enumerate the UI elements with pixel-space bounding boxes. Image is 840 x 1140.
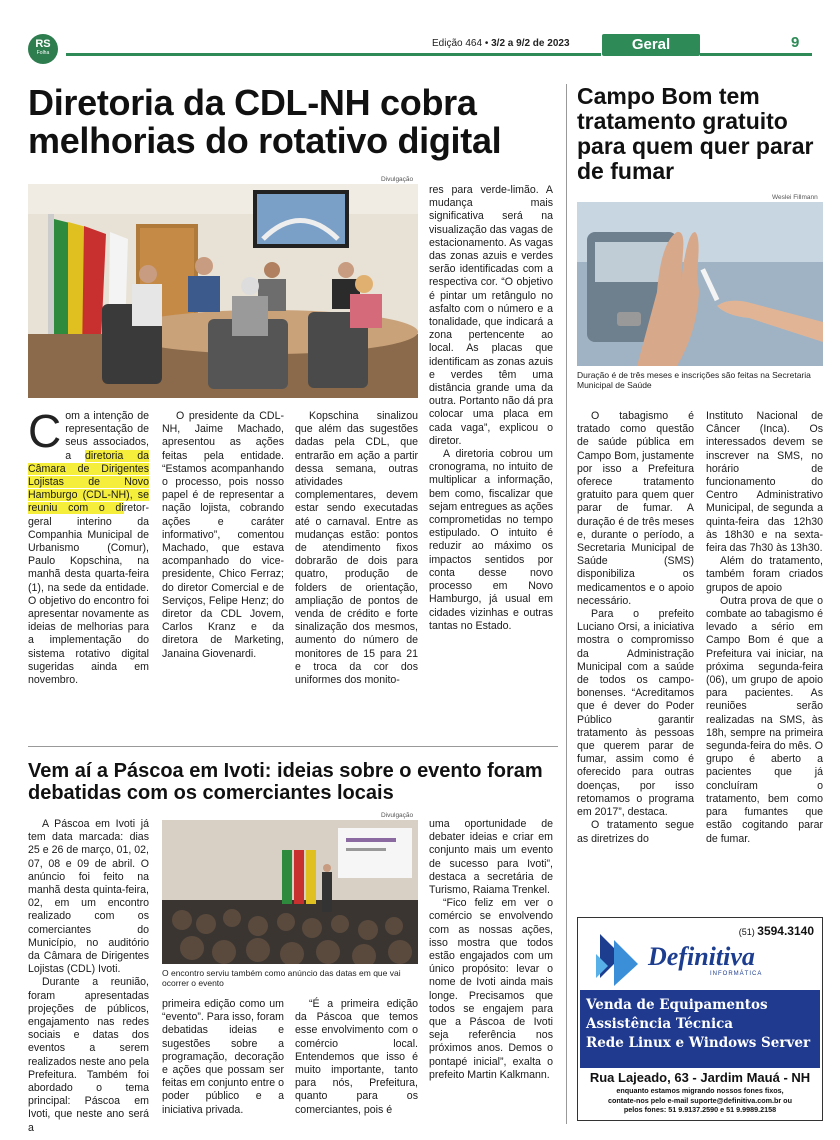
newspaper-logo: [28, 34, 58, 64]
ad-phone: [739, 924, 814, 938]
article3-column-3: [295, 998, 418, 1117]
article1-col3-paragraph: Kopschina sinalizou que além das sugestões dadas pela CDL, que entrarão em ação a partir dessa semana, outras atividades complementares, devem estar sendo executadas até o carnaval. Entre as mudanças estão: pontos de atendimento fixos dobrarão de dois para quatro, produção de folders de orientação, ampliação de pontos de venda de crédito e forte sinalização dos mesmos, aumento do número de monitores de 15 para 21 e troca da cor dos uniformes dos monito-: [295, 410, 418, 687]
article1-col2-paragraph: O presidente da CDL-NH, Jaime Machado, apresentou as ações feitas pela entidade. “Estamos acompanhando o processo, pois nosso papel é de representar a nação lojista, cobrando ações e caráter informativo”, comentou Machado, que estava acompanhado do vice-presidente, Chico Ferraz; do diretor Comercial e de Serviços, Felipe Henz; do diretor da CDL Jovem, Carlos Kranz e da diretora de Marketing, Janaina Giovenardi.: [162, 410, 284, 660]
article2-col2-paragraph-1: Instituto Nacional de Câncer (Inca). Os interessados devem se inscrever na SMS, no horário de funcionamento do Centro Administrativo Municipal, de segunda a quinta-feira das 12h30 às 18h30 e na sexta-feira das 7h30 às 13h30.: [706, 410, 823, 555]
article1-column-2: [162, 410, 284, 661]
article3-photo: [162, 820, 418, 964]
ad-note-2: contate-nos pelo e-mail suporte@definitiva.com.br ou: [608, 1095, 792, 1105]
column-divider: [566, 84, 567, 1124]
article1-col4-paragraph-2: A diretoria cobrou um cronograma, no intuito de multiplicar a informação, bem como, fiscalizar que sejam entregues as ações comprometidas no tempo estipulado. O intuito é reduzir ao máximo os impactos sentidos por conta desse novo processo em Novo Hamburgo, já usual em cidades vizinhas e outras tantas no Estado.: [429, 448, 553, 632]
article3-col1-paragraph-2: Durante a reunião, foram apresentadas projeções de públicos, engajamento nas redes sociais e datas dos eventos a serem realizados neste ano pela Prefeitura. Também foi abordado o tema principal: Páscoa em Ivoti, que neste ano será a: [28, 976, 149, 1134]
article2-caption: Duração é de três meses e inscrições são feitas na Secretaria Municipal de Saúde: [577, 370, 811, 390]
article3-photo-credit: Divulgação: [381, 812, 414, 819]
ad-service-1: Venda de Equipamentos: [586, 997, 768, 1013]
article1-dropcap: C: [28, 405, 62, 457]
article1-title: Diretoria da CDL-NH cobra melhorias do rotativo digital: [28, 82, 502, 161]
definitiva-logo-icon: [592, 930, 646, 988]
article1-col1-highlight: diretoria da Câmara de Dirigentes Lojistas de Novo Hamburgo (CDL-NH), se reuniu com o di: [28, 449, 149, 515]
auditorium-image: [162, 820, 418, 964]
article3-col4-paragraph-1: uma oportunidade de debater ideias e criar em conjunto mais um evento de sucesso para Ivoti”, destaca a secretária de Turismo, Raiama Trenkel.: [429, 818, 553, 897]
article1-column-4: [429, 184, 553, 633]
article3-col1-paragraph-1: A Páscoa em Ivoti já tem data marcada: dias 25 e 26 de março, 01, 02, 07, 08 e 09 de abril. O anúncio foi feito na manhã desta quinta-feira, 02, em um encontro realizado com os comerciantes do Município, no auditório da Câmara de Dirigentes Lojistas (CDL) Ivoti.: [28, 818, 149, 976]
ad-phone-prefix: (51): [738, 927, 758, 937]
article3-column-1: [28, 818, 149, 1135]
article3-col4-paragraph-2: “Fico feliz em ver o comércio se envolvendo com as nossas ações, isso mostra que todos estão engajados com um único propósito: levar o nome de Ivoti ainda mais longe. Precisamos que todos se engajem para que a Páscoa de Ivoti seja referência nos próximos anos. Demos o pontapé inicial”, exalta o prefeito Martin Kalkmann.: [429, 897, 553, 1081]
ad-brand: Definitiva: [648, 942, 755, 971]
stop-smoking-image: [577, 202, 823, 366]
article3-col2-paragraph: primeira edição como um “evento”. Para isso, foram debatidas ideias e sugestões sobre a programação, decoração e ações que possam ser feitas em conjunto entre o poder público e a iniciativa privada.: [162, 998, 284, 1116]
logo-text: RS: [35, 38, 51, 50]
article1-col1-text-b: retor-geral interino da Companhia Municipal de Urbanismo (Comur), Paulo Kopschina, na manhã desta quarta-feira (1), na sede da entidade. O objetivo do encontro foi apresentar novamente as ideias de melhorias para a implementação do sistema rotativo digital sugeridas ainda em novembro.: [28, 502, 149, 687]
article2-title: Campo Bom tem tratamento gratuito para quem quer parar de fumar: [577, 83, 814, 184]
article2-col1-paragraph-1: O tabagismo é tratado como questão de saúde pública em Campo Bom, justamente por isso a Prefeitura oferece tratamento gratuito para quem quer parar de fumar. A duração é de três meses e, durante o período, a Secretaria Municipal de Saúde (SMS) disponibiliza os medicamentos e o apoio necessário.: [577, 410, 694, 607]
article-divider: [28, 746, 558, 747]
article3-caption: O encontro serviu também como anúncio das datas em que vai ocorrer o evento: [162, 968, 401, 988]
edition-number: Edição 464 •: [432, 38, 492, 49]
ad-services-box: [580, 990, 820, 1068]
meeting-room-image: [28, 184, 418, 398]
article1-photo-credit: Divulgação: [381, 176, 414, 183]
article2-col2-paragraph-3: Outra prova de que o combate ao tabagismo é levado a sério em Campo Bom é que a Prefeitura vai iniciar, na próxima segunda-feira (06), um grupo de apoio para pacientes. As reuniões serão realizadas na SMS, às 18h, sempre na primeira segunda-feira do mês. O grupo é aberto a pacientes que já concluíram o tratamento, bem como para fumantes que estão cogitando parar de fumar.: [706, 594, 823, 845]
article3-column-4: [429, 818, 553, 1082]
article2-photo-credit: Weslei Fillmann: [772, 194, 818, 201]
ad-service-3: Rede Linux e Windows Server: [586, 1035, 811, 1051]
edition-dates: 3/2 a 9/2 de 2023: [491, 38, 570, 49]
ad-contact-notes: [578, 1086, 822, 1115]
article1-col4-paragraph-1: res para verde-limão. A mudança mais significativa será na visualização das vagas de estacionamento. As vagas das zonas azuis e verdes serão identificadas com a respectiva cor. “O objetivo é pintar um retângulo no asfalto com o número e a tonalidade, que indicará a zona pertencente ao local. As placas que identificam as zonas azuis e verdes têm uma distância grande uma da outra. Portanto não dá pra colocar uma placa em cada vaga”, explicou o diretor.: [429, 184, 553, 447]
article1-photo: [28, 184, 418, 398]
header-rule-right: [700, 53, 812, 56]
ad-address: Rua Lajeado, 63 - Jardim Mauá - NH: [589, 1070, 811, 1085]
header-rule: [66, 53, 601, 56]
ad-service-2: Assistência Técnica: [586, 1016, 734, 1032]
article2-col1-paragraph-2: Para o prefeito Luciano Orsi, a iniciativa mostra o compromisso da Administração Municipal com a saúde de todos os campo-bonenses. “Acreditamos que é dever do Poder Público garantir tratamento às pessoas que querem parar de fumar, assim como é oferecido para outras doenças, por isso retomamos o programa em 2017”, destaca.: [577, 608, 694, 819]
article3-title: Vem aí a Páscoa em Ivoti: ideias sobre o evento foram debatidas com os comerciantes locais: [28, 760, 543, 804]
article2-photo: [577, 202, 823, 366]
ad-note-1: enquanto estamos migrando nossos fones fixos,: [616, 1086, 784, 1095]
advertisement: [577, 917, 823, 1121]
article1-column-1: [28, 405, 149, 687]
article2-column-1: [577, 410, 694, 846]
ad-note-3: pelos fones: 51 9.9137.2590 e 51 9.9989.2158: [623, 1105, 777, 1114]
page-number: 9: [791, 34, 800, 51]
article2-col2-paragraph-2: Além do tratamento, também foram criados grupos de apoio: [706, 555, 823, 594]
article3-column-2: [162, 998, 284, 1117]
article2-column-2: [706, 410, 823, 846]
article1-column-3: [295, 410, 418, 687]
article3-col3-paragraph: “É a primeira edição da Páscoa que temos esse envolvimento com o comércio local. Entendemos que isso é muito importante, tanto para nós, Prefeitura, quanto para os comerciantes, pois é: [295, 998, 418, 1116]
ad-phone-number: 3594.3140: [757, 924, 814, 938]
article2-col1-paragraph-3: O tratamento segue as diretrizes do: [577, 819, 694, 845]
logo-subtext: Folha: [36, 50, 50, 56]
ad-brand-subtitle: INFORMÁTICA: [710, 971, 763, 977]
edition-info: [432, 38, 570, 49]
article1-col1-text-a: om a intenção de representação de seus associados, a: [65, 410, 149, 462]
section-label: Geral: [602, 34, 700, 56]
